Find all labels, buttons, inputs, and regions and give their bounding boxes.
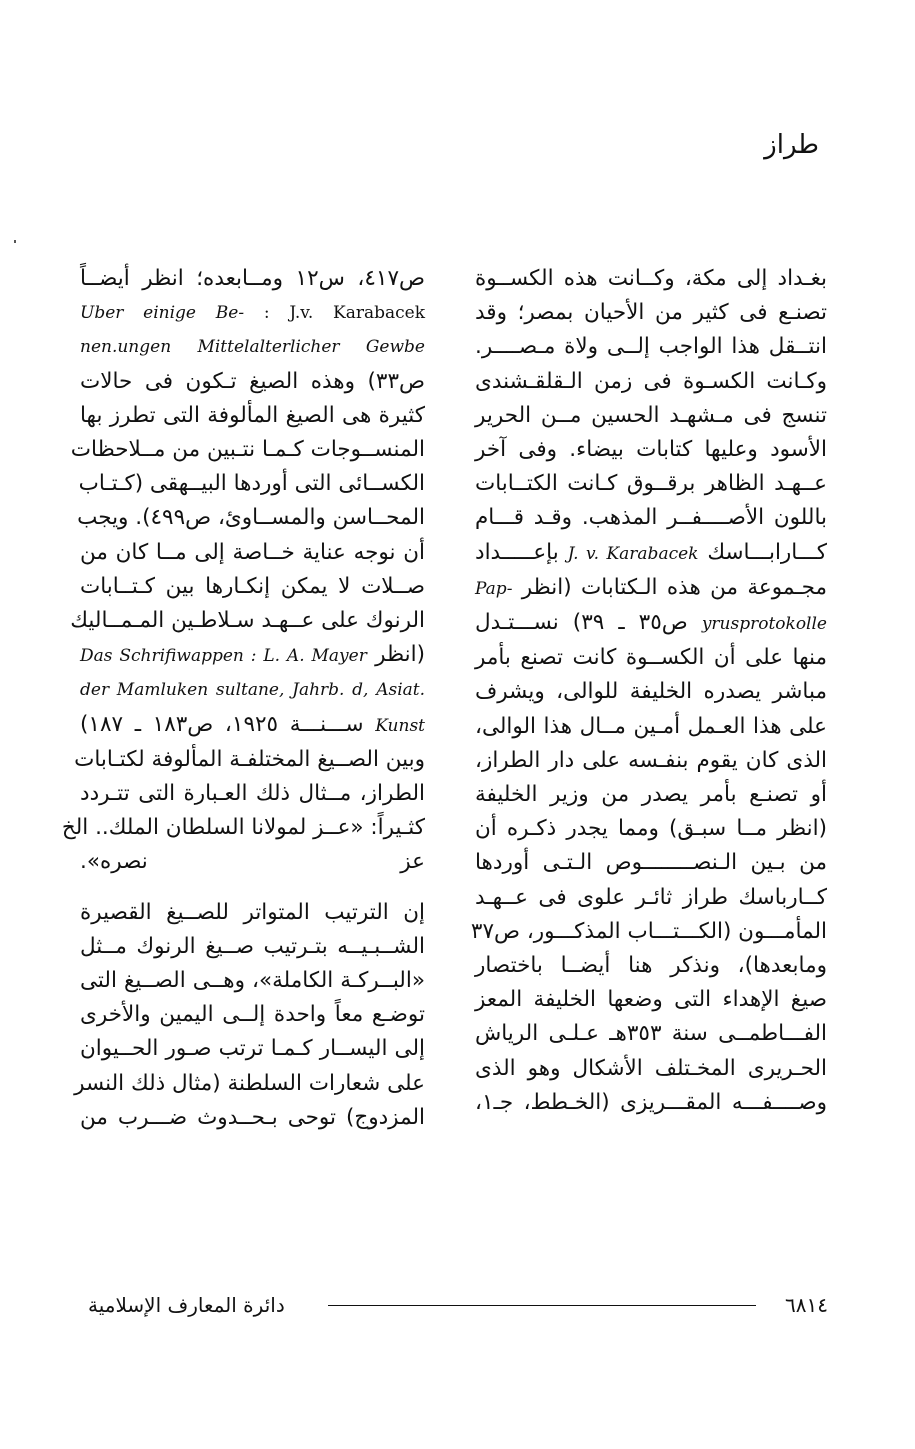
text-line: على شعارات السلطنة (مثال ذلك النسر [74,1070,425,1096]
text-line: الرنوك على عــهـد سـلاطـين المـمــاليك [70,608,425,634]
text-line: der Mamluken sultane, Jahrb. d, Asiat. [80,680,425,701]
left-text-column [61,262,426,1135]
text-line: Uber einige Be- : J.v. Karabacek [80,303,426,324]
text-line: صيغ الإهداء التى وضعها الخليفة المعز [475,987,827,1013]
text-line: «البــركـة الكاملة»، وهــى الصــيغ التى [80,968,425,994]
text-line: المنســوجات كـمـا نتـبين من مــلاحظات [70,437,425,463]
text-line: من بـين الـنصــــــــوص الـتـى أوردها [475,850,827,876]
footer-rule [328,1305,756,1306]
text-line: انتــقل هذا الواجب إلــى ولاة مـصــــر. [475,334,827,360]
text-line: (انظر Das Schrifiwappen : L. A. Mayer [80,642,426,668]
text-line: إلى اليســار كـمـا ترتب صـور الحــيوان [80,1036,425,1062]
text-line: منها على أن الكســوة كانت تصنع بأمر [475,645,827,671]
text-line: الحـريرى المخـتلف الأشكال وهو الذى [475,1055,827,1081]
text-line: تنسج فى مـشهـد الحسين مــن الحرير [475,402,827,428]
page-number: ٦٨١٤ [785,1293,828,1317]
text-line: nen.ungen Mittelalterlicher Gewbe [80,337,425,358]
journal-title: دائرة المعارف الإسلامية [88,1293,285,1317]
text-line: وبين الصــيغ المختلفـة المألوفة لكتـابات [74,746,425,772]
text-line: على هذا العـمل أمـين مــال هذا الوالى، [475,713,827,739]
right-text-column [470,262,828,1120]
text-line: أو تصنـع بأمر يصدر من وزير الخليفة [475,782,827,808]
text-line: كثيرة هى الصيغ المألوفة التى تطرز بها [80,402,425,428]
text-line: الشــبـيــه بتـرتيب صــيغ الرنوك مــثل [80,933,425,959]
text-line: ص٤١٧، س١٢ ومــابعده؛ انظر أيضــاً [80,266,425,291]
text-line: مجـموعة من هذه الـكتابات (انظر Pap- [475,574,827,600]
paragraph-gap [80,880,425,896]
margin-mark [14,240,16,243]
text-line: Kunst ســـنـــة ١٩٢٥، ص١٨٣ ـ ١٨٧) [80,711,425,737]
text-line: عــهـد الظاهر برقــوق كـانت الكتــابات [475,471,827,497]
text-line: إن الترتيب المتواتر للصــيغ القصيرة [80,899,425,925]
text-line: مباشر يصدره الخليفة للوالى، ويشرف [475,679,827,705]
page-footer [88,1293,828,1323]
text-line: بغـداد إلى مكة، وكــانت هذه الكســوة [475,266,827,291]
text-line: صــلات لا يمكن إنكـارها بين كـتــابات [80,573,425,599]
text-line: المزدوج) توحى بـحــدوث ضـــرب من [80,1104,425,1130]
text-line: كــارباسك طراز ثائـر علوى فى عــهـد [475,884,827,910]
text-line: توضـع معاً واحدة إلــى اليمين والأخرى [80,1002,425,1028]
text-line: ومابعدها)، ونذكر هنا أيضــا باختصار [475,953,827,979]
text-line: كثـيراً: «عــز لمولانا السلطان الملك.. الخ [61,815,425,841]
text-line: المحــاسن والمســاوئ، ص٤٩٩). ويجب [77,505,425,531]
text-line: عز نصره». [80,849,425,875]
text-line: (انظر مــا سبـق) ومما يجدر ذكـره أن [475,816,827,842]
text-line: تصنـع فى كثير من الأحيان بمصر؛ وقد [475,300,827,326]
page-title: طراز [764,130,819,160]
text-line: yrusprotokolle ص٣٥ ـ ٣٩) نســـتـدل [475,610,827,636]
text-line: الفـــاطمــى سنة ٣٥٣هـ عـلـى الرياش [475,1021,828,1047]
text-line: وكـانت الكسـوة فى زمن الـقلقـشندى [475,368,827,394]
text-line: كـــارابـــاسك J. v. Karabacek بإعـــــداد [475,539,827,565]
text-line: ص٣٣) وهذه الصيغ تـكون فى حالات [80,368,425,394]
text-line: المأمـــون (الكـــتـــاب المذكـــور، ص٣٧ [470,918,827,944]
text-line: الكســائى التى أوردها البيــهقى (كـتـاب [78,471,425,497]
text-line: وصــــفـــه المقـــريزى (الخـطط، جـ١، [475,1089,827,1115]
text-line: أن نوجه عناية خــاصة إلى مــا كان من [80,539,425,565]
text-line: باللون الأصــــفــر المذهب. وقـد قـــام [475,505,827,531]
text-line: الذى كان يقوم بنفـسه على دار الطراز، [475,747,827,773]
text-line: الطراز، مــثال ذلك العـبارة التى تتـردد [80,781,425,807]
text-line: الأسود وعليها كتابات بيضاء. وفى آخر [475,437,827,463]
